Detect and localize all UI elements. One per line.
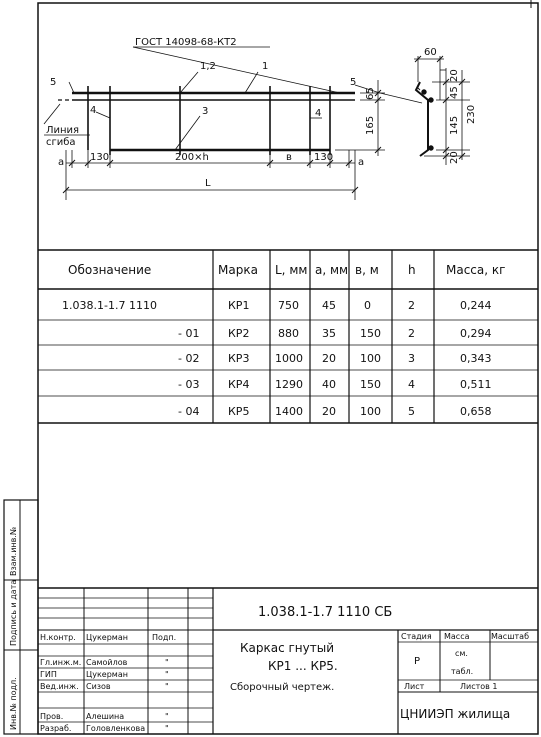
- stadiya-value: Р: [414, 656, 421, 667]
- staff-sign: ": [165, 724, 169, 733]
- dim-165: 165: [365, 115, 376, 135]
- row-mark: КР1: [228, 299, 250, 312]
- row-mass: 0,658: [460, 405, 492, 418]
- row-mark: КР3: [228, 352, 250, 365]
- row-L: 1400: [275, 405, 303, 418]
- header-designation: Обозначение: [68, 263, 152, 277]
- dim-L: L: [205, 178, 211, 189]
- dim-130-right: 130: [314, 152, 334, 163]
- row-mark: КР5: [228, 405, 250, 418]
- row-a: 20: [322, 405, 336, 418]
- table-row: [178, 378, 492, 391]
- listov-label: Листов 1: [460, 682, 498, 691]
- dim-65: 65: [365, 87, 376, 100]
- massa-label: Масса: [444, 632, 470, 641]
- sheet-frame: [38, 3, 538, 734]
- section-dim-145: 145: [449, 115, 460, 135]
- massa-value-2: табл.: [451, 667, 474, 676]
- mark-4-right: 4: [315, 108, 322, 119]
- row-designation: - 02: [178, 352, 200, 365]
- section-dim-20-bottom: 20: [449, 151, 460, 164]
- org-name: ЦНИИЭП жилища: [400, 707, 511, 721]
- row-b: 150: [360, 327, 381, 340]
- section-dim-60: 60: [424, 47, 437, 58]
- staff-role: Н.контр.: [40, 633, 76, 642]
- table-row: [62, 299, 492, 312]
- row-h: 5: [408, 405, 415, 418]
- staff-name: Цукерман: [86, 633, 128, 642]
- dim-b: в: [286, 152, 292, 163]
- staff-role: ГИП: [40, 670, 57, 679]
- leader-label-1: 1: [262, 61, 269, 72]
- staff-role: Вед.инж.: [40, 682, 79, 691]
- side-stamp-vzam-inv: Взам.инв.№: [9, 526, 18, 576]
- row-L: 1290: [275, 378, 303, 391]
- staff-role: Разраб.: [40, 724, 72, 733]
- staff-sign: Подп.: [152, 633, 177, 642]
- row-a: 45: [322, 299, 336, 312]
- header-a: a, мм: [315, 263, 349, 277]
- title-line-2: КР1 ... КР5.: [268, 659, 338, 673]
- list-label: Лист: [404, 682, 425, 691]
- row-a: 40: [322, 378, 336, 391]
- row-h: 2: [408, 327, 415, 340]
- masshtab-label: Масштаб: [491, 632, 530, 641]
- staff-sign: ": [165, 682, 169, 691]
- bend-line-label-1: Линия: [46, 125, 80, 136]
- header-h: h: [408, 263, 416, 277]
- section-dim-230: 230: [466, 104, 477, 124]
- title-line-3: Сборочный чертеж.: [230, 682, 335, 693]
- row-designation: - 04: [178, 405, 200, 418]
- row-L: 1000: [275, 352, 303, 365]
- staff-name: Самойлов: [86, 658, 128, 667]
- dim-a-right: a: [358, 157, 365, 168]
- row-mark: КР2: [228, 327, 250, 340]
- row-b: 100: [360, 405, 381, 418]
- stadiya-label: Стадия: [401, 632, 432, 641]
- massa-value-1: см.: [455, 649, 468, 658]
- staff-name: Сизов: [86, 682, 111, 691]
- staff-role: Пров.: [40, 712, 64, 721]
- staff-sign: ": [165, 712, 169, 721]
- table-row: [178, 405, 492, 418]
- leader-label-3: 3: [202, 106, 209, 117]
- table-row: [178, 327, 492, 340]
- side-stamp-podpis-data: Подпись и дата: [9, 579, 18, 646]
- side-stamp-inv-podl: Инв.№ подл.: [9, 677, 18, 730]
- row-mass: 0,343: [460, 352, 492, 365]
- row-a: 35: [322, 327, 336, 340]
- mark-5-left: 5: [50, 77, 57, 88]
- staff-name: Головленкова: [86, 724, 146, 733]
- row-designation: 1.038.1-1.7 1110: [62, 299, 157, 312]
- mark-5-right: 5: [350, 77, 357, 88]
- section-dim-20-top: 20: [449, 69, 460, 82]
- spec-table-header: [68, 263, 505, 277]
- row-h: 3: [408, 352, 415, 365]
- mark-4-left: 4: [90, 105, 97, 116]
- staff-sign: ": [165, 670, 169, 679]
- title-line-1: Каркас гнутый: [240, 641, 335, 655]
- staff-sign: ": [165, 658, 169, 667]
- staff-role: Гл.инж.м.: [40, 658, 82, 667]
- row-L: 880: [278, 327, 299, 340]
- dim-130-left: 130: [90, 152, 110, 163]
- staff-name: Алешина: [86, 712, 125, 721]
- row-mass: 0,294: [460, 327, 492, 340]
- row-b: 0: [364, 299, 371, 312]
- header-b: в, м: [355, 263, 379, 277]
- row-h: 4: [408, 378, 415, 391]
- staff-name: Цукерман: [86, 670, 128, 679]
- section-dim-45: 45: [449, 86, 460, 99]
- header-mass: Масса, кг: [446, 263, 506, 277]
- header-mark: Марка: [218, 263, 258, 277]
- leader-label-1-2: 1,2: [200, 61, 216, 72]
- row-designation: - 03: [178, 378, 200, 391]
- dim-a-left: a: [58, 157, 65, 168]
- doc-code: 1.038.1-1.7 1110 СБ: [258, 605, 393, 620]
- row-mark: КР4: [228, 378, 250, 391]
- bend-line-label-2: сгиба: [46, 137, 76, 148]
- row-a: 20: [322, 352, 336, 365]
- gost-label: ГОСТ 14098-68-КТ2: [135, 37, 237, 48]
- dim-200h: 200×h: [175, 152, 209, 163]
- row-b: 150: [360, 378, 381, 391]
- row-designation: - 01: [178, 327, 200, 340]
- row-L: 750: [278, 299, 299, 312]
- table-row: [178, 352, 492, 365]
- header-L: L, мм: [275, 263, 308, 277]
- row-b: 100: [360, 352, 381, 365]
- row-mass: 0,511: [460, 378, 492, 391]
- row-h: 2: [408, 299, 415, 312]
- row-mass: 0,244: [460, 299, 492, 312]
